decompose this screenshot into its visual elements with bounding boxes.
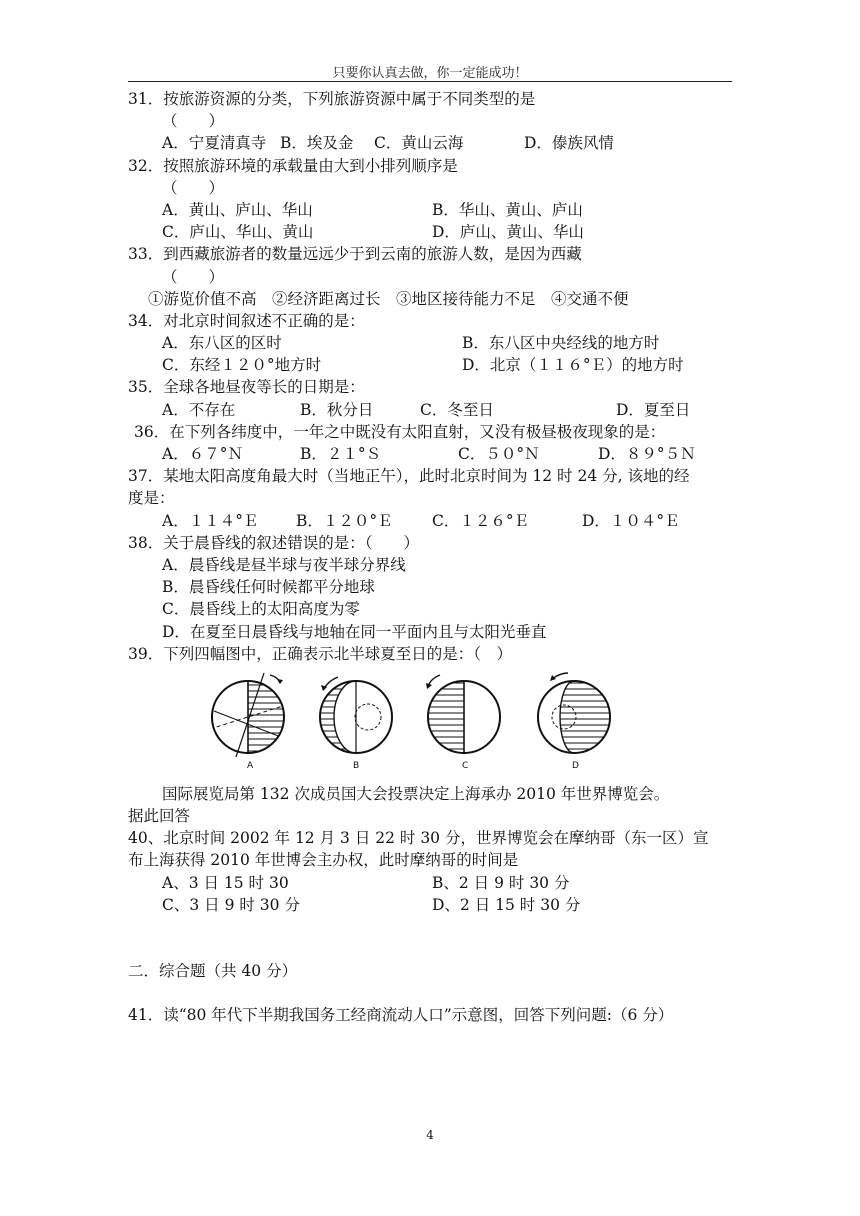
q40-option-b: B、2 日 9 时 30 分 <box>432 873 570 892</box>
globe-figure-c <box>418 669 510 761</box>
q35-options <box>128 399 734 421</box>
q33-paren: （ ） <box>162 267 225 286</box>
q36-option-c: C．５０°Ｎ <box>458 445 540 463</box>
page-header: 只要你认真去做，你一定能成功！ <box>332 66 528 81</box>
q38-stem: 38．关于晨昏线的叙述错误的是：（ ） <box>128 533 419 552</box>
globe-label-b: B <box>353 760 360 771</box>
q31-option-d: D．傣族风情 <box>524 134 614 153</box>
q32-option-a: A．黄山、庐山、华山 <box>162 200 313 219</box>
q37-option-a: A．１１４°Ｅ <box>162 511 259 530</box>
q32-options-row1 <box>128 199 734 221</box>
q37-stem-2: 度是： <box>128 489 175 508</box>
q38-option-d: D．在夏至日晨昏线与地轴在同一平面内且与太阳光垂直 <box>162 622 547 641</box>
q35-option-b: B．秋分日 <box>300 400 374 419</box>
q36-stem: 36．在下列各纬度中，一年之中既没有太阳直射，又没有极昼极夜现象的是： <box>134 422 666 441</box>
passage-line-2: 据此回答 <box>128 807 191 826</box>
q37-option-c: C．１２６°Ｅ <box>432 511 530 530</box>
q41-stem: 41．读“80 年代下半期我国务工经商流动人口”示意图，回答下列问题:（6 分） <box>128 1006 674 1025</box>
globe-figure-a <box>206 669 298 761</box>
globe-figure-d <box>528 669 620 761</box>
q38-option-b: B．晨昏线任何时候都平分地球 <box>162 578 375 597</box>
q40-option-d: D、2 日 15 时 30 分 <box>432 895 581 914</box>
q36-option-d: D．８９°５Ｎ <box>598 445 696 463</box>
globe-label-a: A <box>247 760 254 771</box>
q32-option-b: B．华山、黄山、庐山 <box>432 200 583 219</box>
q40-options-row1 <box>128 872 734 894</box>
q40-options-row2 <box>128 894 734 916</box>
q31-options <box>128 132 734 154</box>
q31-option-b: B．埃及金 <box>280 134 354 153</box>
q34-option-b: B．东八区中央经线的地方时 <box>462 334 660 353</box>
header-rule <box>128 81 732 82</box>
q34-stem: 34．对北京时间叙述不正确的是： <box>128 311 365 330</box>
globe-label-d: D <box>572 760 579 771</box>
passage-line-1: 国际展览局第 132 次成员国大会投票决定上海承办 2010 年世界博览会。 <box>162 784 670 803</box>
q37-stem-1: 37．某地太阳高度角最大时（当地正午），此时北京时间为 12 时 24 分, 该地的经 <box>128 467 690 486</box>
q35-option-a: A．不存在 <box>162 400 236 419</box>
q40-option-a: A、3 日 15 时 30 <box>162 873 289 892</box>
q31-paren: （ ） <box>162 112 225 131</box>
q33-stem: 33．到西藏旅游者的数量远远少于到云南的旅游人数，是因为西藏 <box>128 245 582 264</box>
q31-stem: 31．按旅游资源的分类，下列旅游资源中属于不同类型的是 <box>128 90 536 108</box>
q31-option-a: A．宁夏清真寺 <box>162 134 267 153</box>
globe-label-c: C <box>462 760 469 771</box>
q34-option-c: C．东经１２０°地方时 <box>162 356 322 375</box>
page-number: 4 <box>426 1128 434 1142</box>
q36-options <box>128 443 734 465</box>
exam-content <box>128 88 734 1026</box>
q36-option-b: B．２１°Ｓ <box>300 445 382 463</box>
q40-option-c: C、3 日 9 时 30 分 <box>162 895 300 914</box>
q32-paren: （ ） <box>162 178 225 197</box>
q37-option-d: D．１０４°Ｅ <box>582 511 680 530</box>
q35-option-d: D．夏至日 <box>616 400 691 419</box>
q39-stem: 39．下列四幅图中，正确表示北半球夏至日的是：（ ） <box>128 644 512 663</box>
q39-figures <box>128 665 734 783</box>
q34-option-a: A．东八区的区时 <box>162 334 282 353</box>
q38-option-a: A．晨昏线是昼半球与夜半球分界线 <box>162 555 406 574</box>
q32-option-d: D．庐山、黄山、华山 <box>432 223 584 242</box>
q34-option-d: D．北京（１１６°Ｅ）的地方时 <box>462 356 684 375</box>
q38-option-c: C．晨昏线上的太阳高度为零 <box>162 600 360 619</box>
q32-option-c: C．庐山、华山、黄山 <box>162 223 314 242</box>
section-2-heading: 二．综合题（共 40 分） <box>128 962 298 980</box>
q37-options <box>128 510 734 532</box>
q34-options-row1 <box>128 332 734 354</box>
q33-items: ①游览价值不高 ②经济距离过长 ③地区接待能力不足 ④交通不便 <box>148 289 629 308</box>
q32-stem: 32．按照旅游环境的承载量由大到小排列顺序是 <box>128 156 458 175</box>
globe-figure-b <box>310 669 402 761</box>
q34-options-row2 <box>128 354 734 376</box>
q36-option-a: A．６７°Ｎ <box>162 445 243 463</box>
q37-option-b: B．１２０°Ｅ <box>296 511 393 530</box>
q40-stem-2: 布上海获得 2010 年世博会主办权，此时摩纳哥的时间是 <box>128 851 519 870</box>
q40-stem-1: 40、北京时间 2002 年 12 月 3 日 22 时 30 分，世界博览会在摩纳哥（东一区）宣 <box>128 829 709 848</box>
q31-option-c: C．黄山云海 <box>374 134 464 153</box>
q35-option-c: C．冬至日 <box>420 400 494 419</box>
q35-stem: 35．全球各地昼夜等长的日期是： <box>128 378 365 397</box>
q32-options-row2 <box>128 221 734 243</box>
